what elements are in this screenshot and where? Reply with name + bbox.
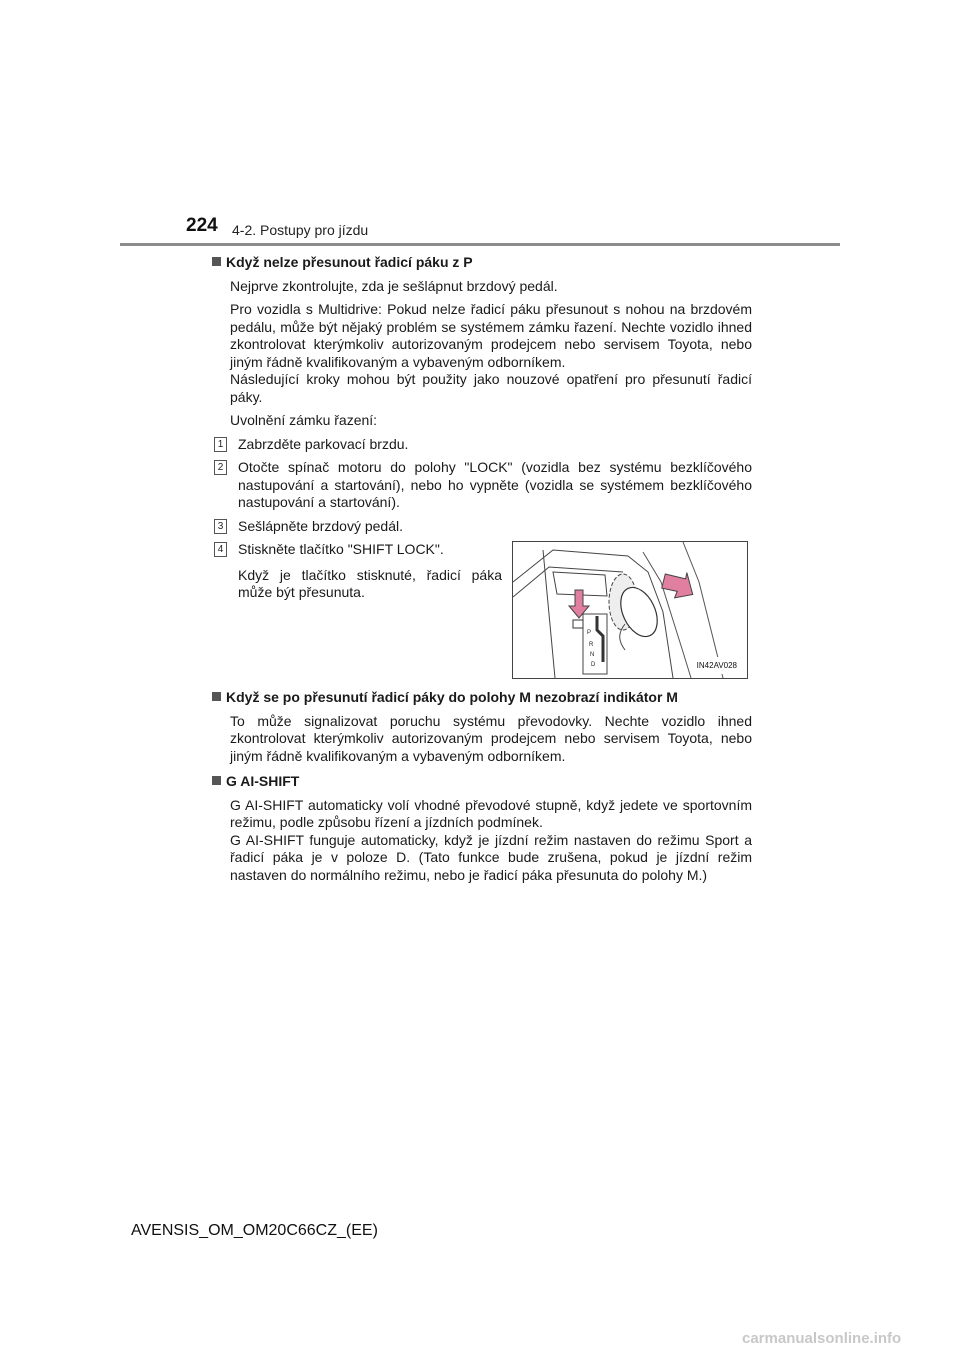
- step-text: Zabrzděte parkovací brzdu.: [238, 435, 409, 452]
- paragraph: G AI-SHIFT automaticky volí vhodné převodové stupně, když jedete ve sportovním režimu, podle způsobu řízení a jízdních podmínek.: [230, 796, 752, 830]
- heading-text: G AI-SHIFT: [226, 773, 300, 789]
- document-code: AVENSIS_OM_OM20C66CZ_(EE): [131, 1222, 378, 1239]
- header-rule: [120, 243, 840, 246]
- square-bullet-icon: [212, 692, 221, 701]
- heading-text: Když se po přesunutí řadicí páky do polohy M nezobrazí indikátor M: [226, 689, 678, 705]
- section-title: 4-2. Postupy pro jízdu: [232, 222, 369, 238]
- heading-ai-shift: [212, 773, 752, 791]
- paragraph: G AI-SHIFT funguje automaticky, když je jízdní režim nastaven do režimu Sport a řadicí páka je v poloze D. (Tato funkce bude zrušena, pokud je jízdní režim nastaven do normálního režimu, nebo je řadicí páka přesunuta do polohy M.): [230, 831, 752, 883]
- gate-letter-n: N: [590, 652, 595, 658]
- paragraph: Nejprve zkontrolujte, zda je sešlápnut brzdový pedál.: [230, 277, 558, 294]
- square-bullet-icon: [212, 257, 221, 266]
- watermark: carmanualsonline.info: [742, 1330, 902, 1347]
- paragraph: Pro vozidla s Multidrive: Pokud nelze řadicí páku přesunout s nohou na brzdovém pedálu, může být nějaký problém se systémem zámku řazení. Nechte vozidlo ihned zkontrolovat kterýmkoliv autorizovaným prodejcem nebo servisem Toyota, nebo jiným řádně kvalifikovaným a vybaveným odborníkem.: [230, 301, 752, 370]
- page-number: 224: [186, 215, 218, 236]
- step-2: [212, 459, 752, 512]
- square-bullet-icon: [212, 776, 221, 785]
- step-number: 4: [214, 542, 227, 557]
- step-text: Stiskněte tlačítko "SHIFT LOCK".: [238, 541, 444, 557]
- heading-m-indicator: [212, 689, 752, 707]
- gate-letter-d: D: [591, 662, 596, 668]
- paragraph: Následující kroky mohou být použity jako nouzové opatření pro přesunutí řadicí páky.: [230, 371, 752, 405]
- step-number: 2: [214, 460, 227, 475]
- step-3: [212, 518, 752, 536]
- heading-shift-lock: [212, 254, 752, 272]
- step-number: 1: [214, 437, 227, 452]
- paragraph: To může signalizovat poruchu systému převodovky. Nechte vozidlo ihned zkontrolovat kterýmkoliv autorizovaným prodejcem nebo servisem Toyota, nebo jiným řádně kvalifikovaným a vybaveným odborníkem.: [230, 712, 752, 764]
- paragraph: Uvolnění zámku řazení:: [230, 412, 378, 428]
- step-1: [212, 436, 752, 454]
- shift-lock-illustration: [512, 541, 748, 679]
- step-number: 3: [214, 519, 227, 534]
- figure-code: IN42AV028: [695, 657, 739, 675]
- step-4: [212, 541, 502, 559]
- step-4-note: Když je tlačítko stisknuté, řadicí páka může být přesunuta.: [238, 566, 502, 600]
- gate-letter-p: P: [587, 630, 592, 636]
- step-text: Otočte spínač motoru do polohy "LOCK" (vozidla bez systému bezklíčového nastupování a startování), nebo ho vypněte (vozidla se systémem bezklíčového nastupování a startování).: [238, 459, 752, 510]
- step-4-row: [212, 541, 752, 679]
- gate-letter-r: R: [589, 642, 594, 648]
- step-text: Sešlápněte brzdový pedál.: [238, 517, 403, 534]
- step-4-text-column: [212, 541, 502, 602]
- page-content: [212, 254, 752, 884]
- heading-text: Když nelze přesunout řadicí páku z P: [226, 254, 473, 270]
